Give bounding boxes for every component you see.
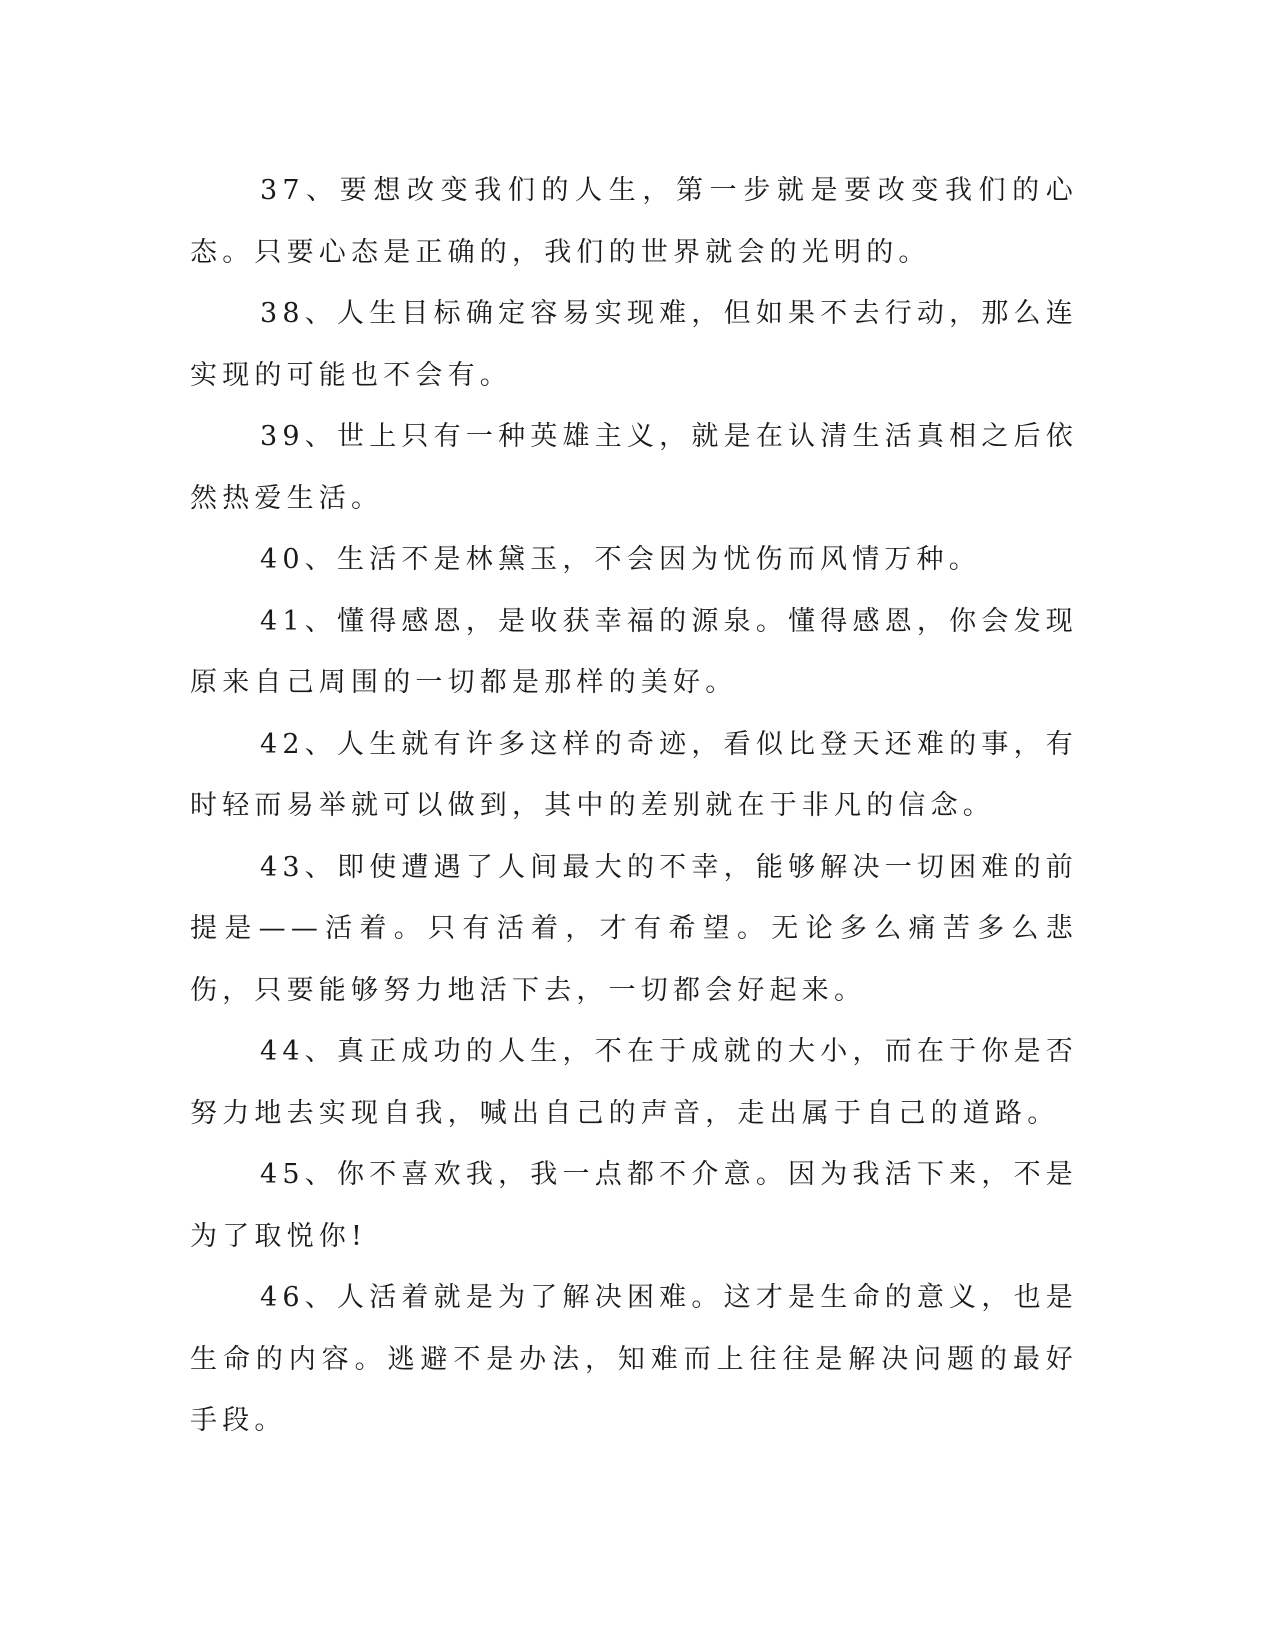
paragraph-38: 38、人生目标确定容易实现难，但如果不去行动，那么连实现的可能也不会有。: [190, 298, 1078, 391]
paragraph-45: 45、你不喜欢我，我一点都不介意。因为我活下来，不是为了取悦你!: [190, 1159, 1078, 1252]
paragraph-44: 44、真正成功的人生，不在于成就的大小，而在于你是否努力地去实现自我，喊出自己的声音，走出属于自己的道路。: [190, 1036, 1078, 1129]
paragraph-41: 41、懂得感恩，是收获幸福的源泉。懂得感恩，你会发现原来自己周围的一切都是那样的美好。: [190, 605, 1078, 698]
paragraph-37: 37、要想改变我们的人生，第一步就是要改变我们的心态。只要心态是正确的，我们的世界就会的光明的。: [190, 175, 1078, 268]
paragraph-39: 39、世上只有一种英雄主义，就是在认清生活真相之后依然热爱生活。: [190, 421, 1078, 514]
document-body: [190, 160, 1078, 1452]
paragraph-43: 43、即使遭遇了人间最大的不幸，能够解决一切困难的前提是——活着。只有活着，才有希望。无论多么痛苦多么悲伤，只要能够努力地活下去，一切都会好起来。: [190, 851, 1078, 1006]
paragraph-42: 42、人生就有许多这样的奇迹，看似比登天还难的事，有时轻而易举就可以做到，其中的差别就在于非凡的信念。: [190, 728, 1078, 821]
paragraph-40: 40、生活不是林黛玉，不会因为忧伤而风情万种。: [260, 544, 981, 575]
paragraph-46: 46、人活着就是为了解决困难。这才是生命的意义，也是生命的内容。逃避不是办法，知难而上往往是解决问题的最好手段。: [190, 1282, 1078, 1436]
